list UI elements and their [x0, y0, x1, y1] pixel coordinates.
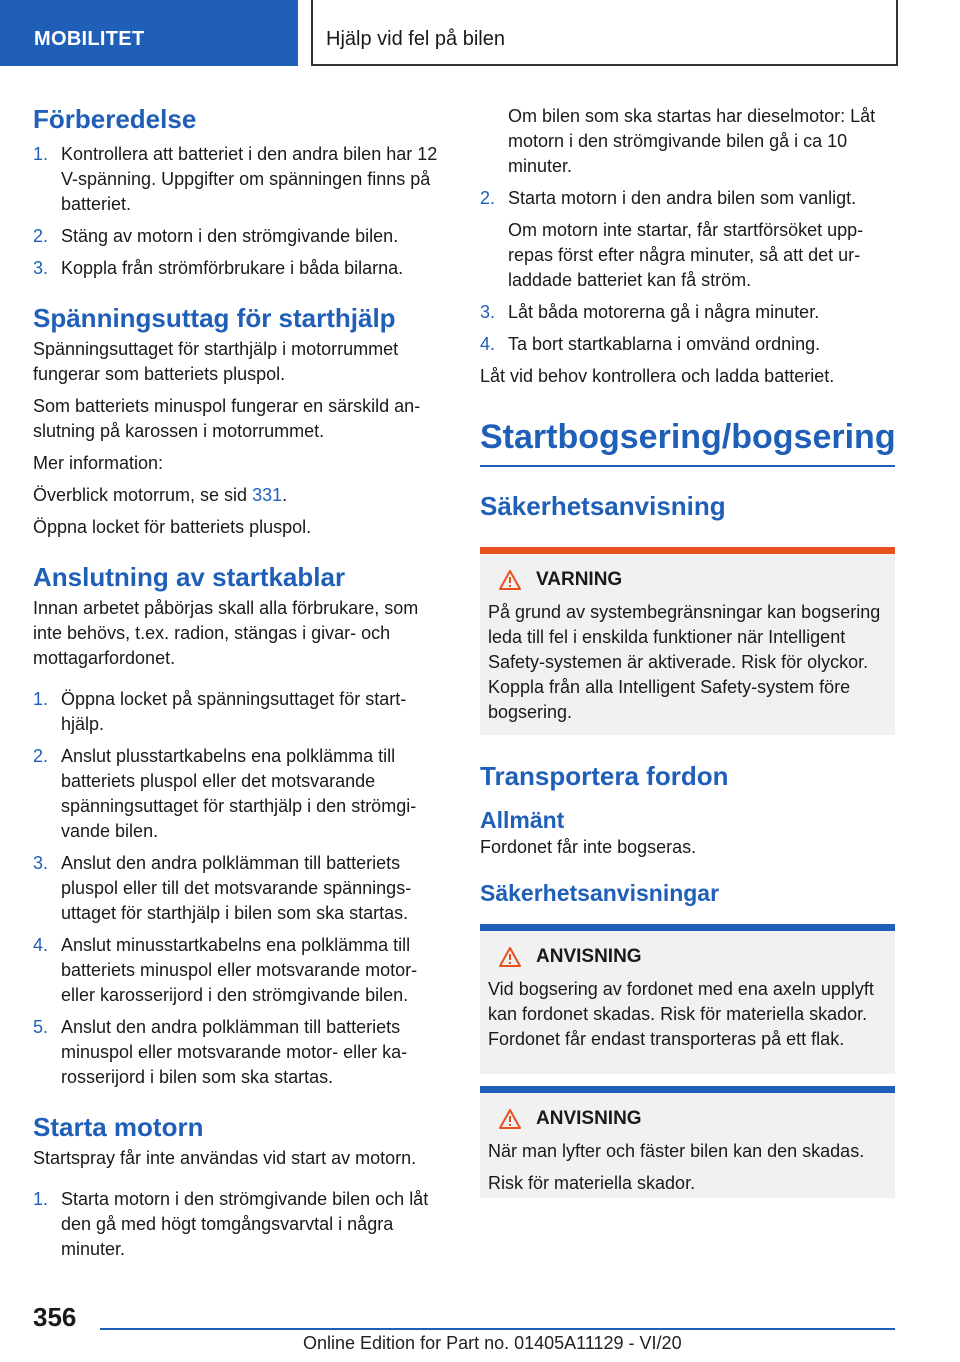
list-number: 3. — [33, 258, 49, 278]
heading-sakerhetsanvisning: Säkerhetsanvisning — [480, 491, 726, 521]
notice-box — [480, 1086, 895, 1198]
heading-allmant: Allmänt — [480, 807, 565, 833]
warning-box-body — [480, 554, 895, 735]
list-number: 3. — [33, 853, 49, 873]
notice-text: Risk för materiella skador. — [488, 1173, 696, 1193]
list-number: 4. — [33, 935, 49, 955]
list-text: Stäng av motorn i den strömgivande bilen. — [61, 226, 399, 246]
heading-transportera-fordon: Transportera fordon — [480, 761, 729, 791]
notice-text: När man lyfter och fäster bilen kan den skadas. — [488, 1141, 865, 1161]
warning-triangle-icon — [498, 569, 522, 591]
list-text: Kontrollera att batteriet i den andra bilen har 12 V-spänning. Uppgifter om spänningen finns på batteriet. — [61, 144, 438, 214]
list-number: 5. — [33, 1017, 49, 1037]
list-item — [480, 300, 895, 325]
left-column — [33, 100, 438, 1262]
list-item — [33, 851, 438, 926]
warning-text: På grund av systembegränsningar kan bogsering leda till fel i enskilda funktioner när Intelligent Safety-systemen är aktiverade. Risk för olyckor. Koppla från alla Intelligent Safety-system före bogsering. — [488, 602, 881, 722]
header-section-label: MOBILITET — [34, 28, 145, 50]
list-item — [33, 256, 438, 281]
warning-box — [480, 547, 895, 735]
list-text: Ta bort startkablarna i omvänd ordning. — [508, 334, 821, 354]
list-number: 2. — [33, 746, 49, 766]
list-text: Öppna locket på spänningsuttaget för starthjälp. — [61, 689, 407, 734]
list-number: 4. — [480, 334, 496, 354]
notice-box-body — [480, 1093, 895, 1198]
list-text: Anslut den andra polklämman till batteriets pluspol eller till det motsvarande spänningsuttaget för starthjälp i bilen som ska startas. — [61, 853, 412, 923]
list-number: 2. — [33, 226, 49, 246]
list-text: Anslut den andra polklämman till batteriets minuspol eller motsvarande motor- eller karosserijord i bilen som ska startas. — [61, 1017, 408, 1087]
warning-triangle-icon — [498, 1108, 522, 1130]
list-item-continuation — [480, 218, 895, 293]
paragraph: Spänningsuttaget för starthjälp i motorrummet fungerar som batteriets pluspol. — [33, 339, 399, 384]
list-text: Om bilen som ska startas har dieselmotor: Låt motorn i den strömgivande bilen gå i ca 10 minuter. — [508, 106, 876, 176]
list-text: Om motorn inte startar, får startförsöket upprepas först efter några minuter, så att det urladdade batteriet kan få ström. — [508, 220, 864, 290]
list-item — [33, 1187, 438, 1262]
list-item — [33, 744, 438, 844]
footer-rule — [100, 1328, 895, 1330]
notice-box-bar — [480, 1086, 895, 1093]
list-item — [33, 687, 438, 737]
paragraph: Öppna locket för batteriets pluspol. — [33, 517, 312, 537]
heading-sakerhetsanvisningar: Säkerhetsanvisningar — [480, 880, 720, 906]
paragraph: Som batteriets minuspol fungerar en särskild anslutning på karossen i motorrummet. — [33, 396, 421, 441]
list-text: Låt båda motorerna gå i några minuter. — [508, 302, 820, 322]
list-text: Anslut minusstartkabelns ena polklämma till batteriets minuspol eller motsvarande motor- eller karosserijord i den strömgivande bilen. — [61, 935, 418, 1005]
list-item — [33, 1015, 438, 1090]
paragraph-text: . — [282, 485, 288, 505]
notice-box-title — [488, 945, 887, 969]
warning-box-title — [488, 568, 887, 592]
paragraph: Innan arbetet påbörjas skall alla förbrukare, som inte behövs, t.ex. radion, stängas i givar- och mottagarfordonet. — [33, 598, 419, 668]
heading-forberedelse: Förberedelse — [33, 104, 197, 134]
list-number: 1. — [33, 689, 49, 709]
header-chapter-box — [311, 0, 898, 66]
chapter-title-rule — [480, 465, 895, 467]
header-section-tab — [0, 0, 298, 66]
notice-text: Vid bogsering av fordonet med ena axeln upplyft kan fordonet skadas. Risk för materiella skador. Fordonet får endast transporteras på ett flak. — [488, 979, 874, 1049]
warning-box-bar — [480, 547, 895, 554]
paragraph-with-link — [33, 483, 438, 508]
paragraph-text: Överblick motorrum, se sid — [33, 485, 253, 505]
notice-box-title — [488, 1107, 887, 1131]
warning-label: VARNING — [536, 569, 623, 590]
heading-spanningsuttag: Spänningsuttag för starthjälp — [33, 303, 396, 333]
list-number: 3. — [480, 302, 496, 322]
list-text: Starta motorn i den andra bilen som vanligt. — [508, 188, 857, 208]
paragraph: Fordonet får inte bogseras. — [480, 837, 697, 857]
heading-starta-motorn: Starta motorn — [33, 1112, 204, 1142]
list-item — [480, 332, 895, 357]
page-reference-link[interactable]: 331 — [252, 485, 283, 505]
notice-box — [480, 924, 895, 1074]
footer-edition: Online Edition for Part no. 01405A11129 - VI/20 — [303, 1333, 682, 1353]
page-number: 356 — [33, 1302, 77, 1332]
list-number: 2. — [480, 188, 496, 208]
list-text: Anslut plusstartkabelns ena polklämma till batteriets pluspol eller det motsvarande spänningsuttaget för starthjälp i den strömgivande bilen. — [61, 746, 417, 841]
notice-label: ANVISNING — [536, 946, 642, 967]
list-item — [480, 186, 895, 211]
paragraph: Låt vid behov kontrollera och ladda batteriet. — [480, 366, 835, 386]
list-text: Starta motorn i den strömgivande bilen och låt den gå med högt tomgångsvarvtal i några minuter. — [61, 1189, 429, 1259]
list-item — [33, 224, 438, 249]
header-chapter-label: Hjälp vid fel på bilen — [326, 28, 505, 50]
list-number: 1. — [33, 144, 49, 164]
chapter-title: Startbogsering/bogsering — [480, 418, 896, 456]
list-number: 1. — [33, 1189, 49, 1209]
list-text: Koppla från strömförbrukare i båda bilarna. — [61, 258, 404, 278]
paragraph: Mer information: — [33, 453, 164, 473]
list-item-continuation — [480, 104, 895, 179]
warning-triangle-icon — [498, 946, 522, 968]
list-item — [33, 933, 438, 1008]
notice-box-body — [480, 931, 895, 1074]
notice-label: ANVISNING — [536, 1108, 642, 1129]
heading-anslutning: Anslutning av startkablar — [33, 562, 346, 592]
right-column — [480, 104, 895, 1198]
list-item — [33, 142, 438, 217]
notice-box-bar — [480, 924, 895, 931]
paragraph: Startspray får inte användas vid start av motorn. — [33, 1148, 417, 1168]
